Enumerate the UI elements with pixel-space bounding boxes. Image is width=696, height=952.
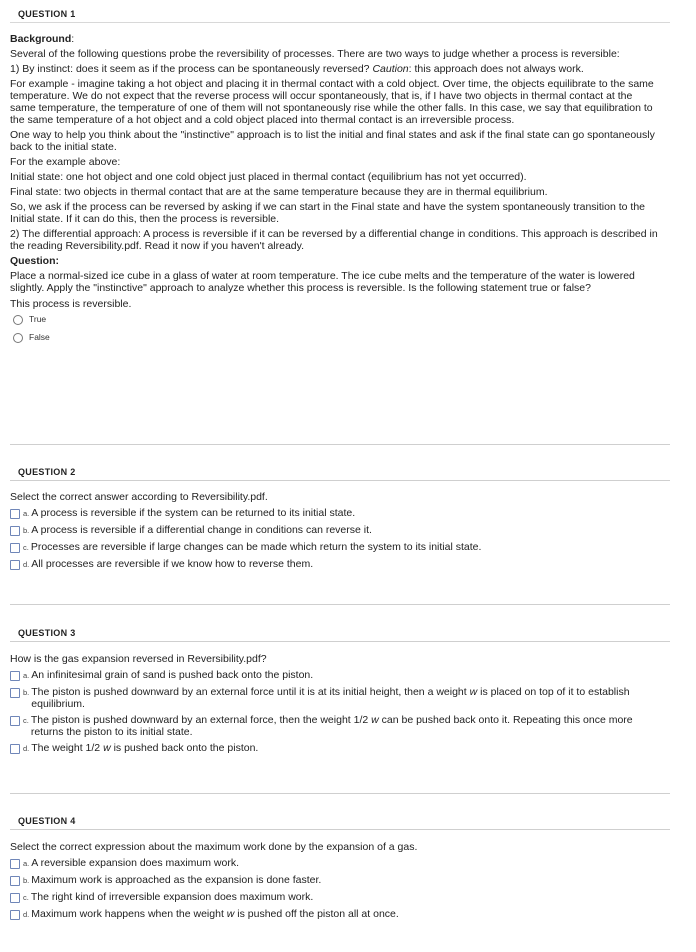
question-4-body — [10, 841, 660, 921]
example-above-label: For the example above: — [10, 156, 121, 168]
ice-cube-paragraph: Place a normal-sized ice cube in a glass of water at room temperature. The ice cube melts and the temperature of the water is lowered slightly. Apply the "instinctive" approach to analyze whether this process is reversible. Is the following statement true or false? — [10, 270, 635, 294]
question-4-top-divider — [10, 793, 670, 794]
question-3-body — [10, 653, 660, 755]
option-false-label: False — [29, 332, 50, 342]
q4-checkbox-c[interactable] — [10, 893, 20, 903]
q3-option-a[interactable]: a. An infinitesimal grain of sand is pushed back onto the piston. — [10, 669, 660, 682]
q3-option-c[interactable]: c. The piston is pushed downward by an external force, then the weight 1/2 w can be pushed back onto it. Repeating this once more returns the piston to its initial state. — [10, 714, 660, 738]
question-3-header: QUESTION 3 — [18, 628, 76, 638]
q3-option-d[interactable]: d. The weight 1/2 w is pushed back onto the piston. — [10, 742, 660, 755]
question-3-divider — [10, 641, 670, 642]
q2-option-d[interactable]: d. All processes are reversible if we know how to reverse them. — [10, 558, 660, 571]
question-2-prompt: Select the correct answer according to Reversibility.pdf. — [10, 491, 268, 503]
q4-checkbox-b[interactable] — [10, 876, 20, 886]
option-false[interactable] — [12, 331, 660, 343]
q3-checkbox-b[interactable] — [10, 688, 20, 698]
background-heading: Background: — [10, 33, 75, 45]
q3-option-b[interactable]: b. The piston is pushed downward by an external force until it is at its initial height, then a weight w is placed on top of it to establish equilibrium. — [10, 686, 660, 710]
q2-checkbox-d[interactable] — [10, 560, 20, 570]
q4-option-b[interactable]: b. Maximum work is approached as the expansion is done faster. — [10, 874, 660, 887]
q2-option-b[interactable]: b. A process is reversible if a differential change in conditions can reverse it. — [10, 524, 660, 537]
question-heading: Question: — [10, 255, 60, 267]
statement-text: This process is reversible. — [10, 298, 132, 310]
q3-checkbox-d[interactable] — [10, 744, 20, 754]
q4-option-d[interactable]: d. Maximum work happens when the weight w is pushed off the piston all at once. — [10, 908, 660, 921]
reversal-question-paragraph: So, we ask if the process can be reversed by asking if we can start in the Final state and have the system spontaneously transition to the Initial state. If it can do this, then the process is reversible. — [10, 201, 646, 225]
q2-checkbox-b[interactable] — [10, 526, 20, 536]
radio-false[interactable] — [13, 333, 23, 343]
instinctive-help-paragraph: One way to help you think about the "instinctive" approach is to list the initial and final states and ask if the final state can go spontaneously back to the initial state. — [10, 129, 655, 153]
q3-checkbox-c[interactable] — [10, 716, 20, 726]
question-3-top-divider — [10, 604, 670, 605]
q2-option-a[interactable]: a. A process is reversible if the system can be returned to its initial state. — [10, 507, 660, 520]
q4-option-c[interactable]: c. The right kind of irreversible expansion does maximum work. — [10, 891, 660, 904]
q2-option-c[interactable]: c. Processes are reversible if large changes can be made which return the system to its initial state. — [10, 541, 660, 554]
q4-option-a[interactable]: a. A reversible expansion does maximum work. — [10, 857, 660, 870]
q4-checkbox-a[interactable] — [10, 859, 20, 869]
question-1-divider — [10, 22, 670, 23]
differential-paragraph: 2) The differential approach: A process is reversible if it can be reversed by a differential change in conditions. This approach is described in the reading Reversibility.pdf. Read it now if you haven't already. — [10, 228, 658, 252]
question-2-divider — [10, 480, 670, 481]
question-4-prompt: Select the correct expression about the maximum work done by the expansion of a gas. — [10, 841, 418, 853]
question-4-divider — [10, 829, 670, 830]
q4-checkbox-d[interactable] — [10, 910, 20, 920]
q2-checkbox-a[interactable] — [10, 509, 20, 519]
question-3-prompt: How is the gas expansion reversed in Reversibility.pdf? — [10, 653, 267, 665]
option-true[interactable] — [12, 313, 660, 325]
initial-state-text: Initial state: one hot object and one cold object just placed in thermal contact (equilibrium has not yet occurred). — [10, 171, 527, 183]
question-2-top-divider — [10, 444, 670, 445]
question-2-header: QUESTION 2 — [18, 467, 76, 477]
option-true-label: True — [29, 314, 47, 324]
example-paragraph: For example - imagine taking a hot object and placing it in thermal contact with a cold object. Over time, the objects equilibrate to the same temperature. We do not expect that the reverse process will occur spontaneously, that is, if I have two objects in thermal contact at the same temperature, the temperature of one of them will not spontaneously rise while the other falls. In this case, we say that equilibration to the same temperature of a hot object and a cold object placed into thermal contact is an irreversible process. — [10, 78, 654, 126]
question-1-body — [10, 33, 660, 343]
q2-checkbox-c[interactable] — [10, 543, 20, 553]
question-2-body — [10, 491, 660, 571]
question-1-header: QUESTION 1 — [18, 9, 76, 19]
instinct-paragraph: 1) By instinct: does it seem as if the process can be spontaneously reversed? Caution: this approach does not always work. — [10, 63, 584, 75]
question-4-header: QUESTION 4 — [18, 816, 76, 826]
intro-paragraph: Several of the following questions probe the reversibility of processes. There are two ways to judge whether a process is reversible: — [10, 48, 620, 60]
radio-true[interactable] — [13, 315, 23, 325]
final-state-text: Final state: two objects in thermal contact that are at the same temperature because they are in thermal equilibrium. — [10, 186, 548, 198]
q3-checkbox-a[interactable] — [10, 671, 20, 681]
